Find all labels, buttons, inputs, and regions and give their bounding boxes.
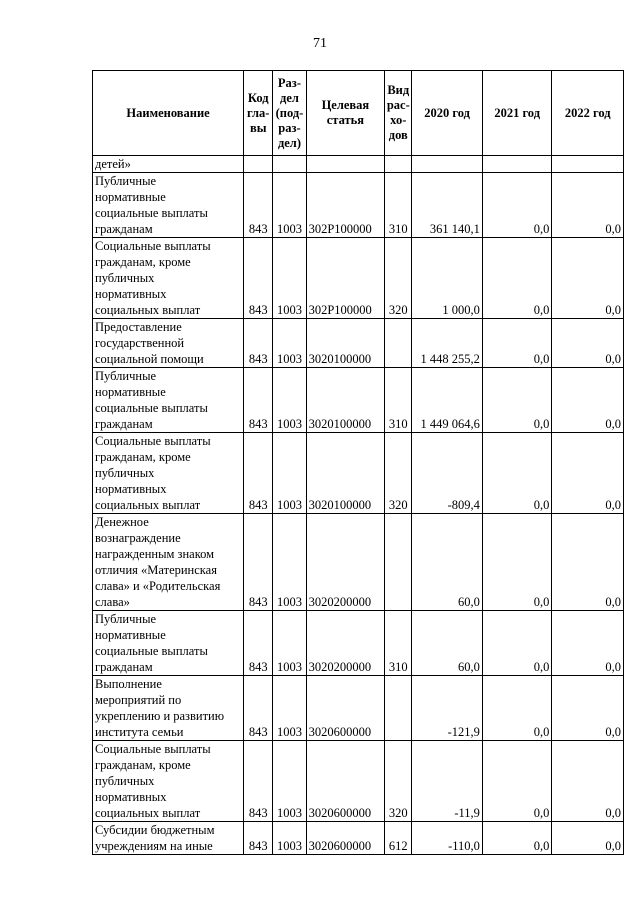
cell-section: 1003 [273, 611, 306, 676]
table-body [93, 156, 624, 855]
cell-name: Социальные выплаты гражданам, кроме публичных нормативных социальных выплат [93, 433, 244, 514]
cell-expense-kind [385, 676, 412, 741]
cell-2021: 0,0 [482, 433, 552, 514]
cell-chapter-code: 843 [244, 822, 273, 855]
cell-2021: 0,0 [482, 238, 552, 319]
cell-chapter-code: 843 [244, 238, 273, 319]
cell-target-article: 3020200000 [306, 514, 385, 611]
cell-2022 [552, 156, 624, 173]
cell-expense-kind: 320 [385, 238, 412, 319]
cell-2022: 0,0 [552, 173, 624, 238]
cell-expense-kind [385, 319, 412, 368]
table-row [93, 676, 624, 741]
page-number: 71 [313, 36, 327, 51]
cell-target-article: 3020600000 [306, 822, 385, 855]
cell-2021: 0,0 [482, 319, 552, 368]
table-header-row [93, 71, 624, 156]
cell-2020: 60,0 [412, 611, 483, 676]
cell-section: 1003 [273, 514, 306, 611]
cell-chapter-code: 843 [244, 514, 273, 611]
table-row [93, 319, 624, 368]
cell-chapter-code: 843 [244, 676, 273, 741]
cell-expense-kind: 612 [385, 822, 412, 855]
budget-table [92, 70, 624, 855]
cell-target-article: 302P100000 [306, 173, 385, 238]
table-row [93, 514, 624, 611]
cell-section: 1003 [273, 173, 306, 238]
table-row [93, 156, 624, 173]
cell-target-article: 3020100000 [306, 319, 385, 368]
cell-chapter-code: 843 [244, 611, 273, 676]
cell-2022: 0,0 [552, 611, 624, 676]
cell-chapter-code: 843 [244, 319, 273, 368]
cell-2021: 0,0 [482, 368, 552, 433]
cell-2020: 361 140,1 [412, 173, 483, 238]
cell-2020: -809,4 [412, 433, 483, 514]
header-name: Наименование [93, 71, 244, 156]
cell-2022: 0,0 [552, 433, 624, 514]
cell-section: 1003 [273, 238, 306, 319]
cell-chapter-code [244, 156, 273, 173]
cell-expense-kind: 310 [385, 611, 412, 676]
cell-2022: 0,0 [552, 676, 624, 741]
cell-2021: 0,0 [482, 514, 552, 611]
cell-chapter-code: 843 [244, 741, 273, 822]
cell-name: Социальные выплаты гражданам, кроме публичных нормативных социальных выплат [93, 741, 244, 822]
cell-name: Выполнение мероприятий по укреплению и развитию института семьи [93, 676, 244, 741]
cell-target-article: 3020200000 [306, 611, 385, 676]
cell-name: Публичные нормативные социальные выплаты гражданам [93, 173, 244, 238]
cell-target-article: 3020100000 [306, 433, 385, 514]
cell-name: Публичные нормативные социальные выплаты гражданам [93, 368, 244, 433]
cell-2020: 1 000,0 [412, 238, 483, 319]
cell-2021: 0,0 [482, 741, 552, 822]
cell-expense-kind: 310 [385, 368, 412, 433]
cell-expense-kind [385, 156, 412, 173]
header-section: Раз- дел (под- раз- дел) [273, 71, 306, 156]
table-row [93, 173, 624, 238]
header-2020: 2020 год [412, 71, 483, 156]
cell-2022: 0,0 [552, 238, 624, 319]
cell-section: 1003 [273, 676, 306, 741]
header-code: Код гла- вы [244, 71, 273, 156]
cell-2022: 0,0 [552, 368, 624, 433]
cell-name: Публичные нормативные социальные выплаты гражданам [93, 611, 244, 676]
cell-section: 1003 [273, 368, 306, 433]
table-row [93, 611, 624, 676]
table-row [93, 368, 624, 433]
cell-name: Социальные выплаты гражданам, кроме публичных нормативных социальных выплат [93, 238, 244, 319]
cell-expense-kind: 310 [385, 173, 412, 238]
cell-expense-kind: 320 [385, 433, 412, 514]
cell-section: 1003 [273, 822, 306, 855]
cell-target-article: 3020600000 [306, 676, 385, 741]
cell-2020: 60,0 [412, 514, 483, 611]
table-row [93, 741, 624, 822]
cell-name: Субсидии бюджетным учреждениям на иные [93, 822, 244, 855]
cell-section: 1003 [273, 433, 306, 514]
cell-2021 [482, 156, 552, 173]
table-row [93, 822, 624, 855]
cell-2020: -11,9 [412, 741, 483, 822]
cell-2021: 0,0 [482, 611, 552, 676]
cell-section: 1003 [273, 319, 306, 368]
cell-expense-kind [385, 514, 412, 611]
cell-target-article: 302P100000 [306, 238, 385, 319]
cell-name: детей» [93, 156, 244, 173]
table-row [93, 433, 624, 514]
table-row [93, 238, 624, 319]
cell-expense-kind: 320 [385, 741, 412, 822]
cell-chapter-code: 843 [244, 433, 273, 514]
cell-target-article: 3020600000 [306, 741, 385, 822]
cell-2021: 0,0 [482, 822, 552, 855]
cell-section [273, 156, 306, 173]
cell-2020: -110,0 [412, 822, 483, 855]
header-target: Целевая статья [306, 71, 385, 156]
cell-target-article: 3020100000 [306, 368, 385, 433]
cell-2021: 0,0 [482, 676, 552, 741]
cell-2022: 0,0 [552, 514, 624, 611]
cell-name: Денежное вознаграждение награжденным знаком отличия «Материнская слава» и «Родительская слава» [93, 514, 244, 611]
cell-2021: 0,0 [482, 173, 552, 238]
cell-2020: 1 448 255,2 [412, 319, 483, 368]
cell-2022: 0,0 [552, 319, 624, 368]
cell-2020 [412, 156, 483, 173]
header-2022: 2022 год [552, 71, 624, 156]
header-kind: Вид рас- хо- дов [385, 71, 412, 156]
cell-target-article [306, 156, 385, 173]
cell-chapter-code: 843 [244, 173, 273, 238]
cell-section: 1003 [273, 741, 306, 822]
cell-2022: 0,0 [552, 741, 624, 822]
cell-chapter-code: 843 [244, 368, 273, 433]
cell-2020: -121,9 [412, 676, 483, 741]
cell-2020: 1 449 064,6 [412, 368, 483, 433]
cell-2022: 0,0 [552, 822, 624, 855]
header-2021: 2021 год [482, 71, 552, 156]
cell-name: Предоставление государственной социальной помощи [93, 319, 244, 368]
